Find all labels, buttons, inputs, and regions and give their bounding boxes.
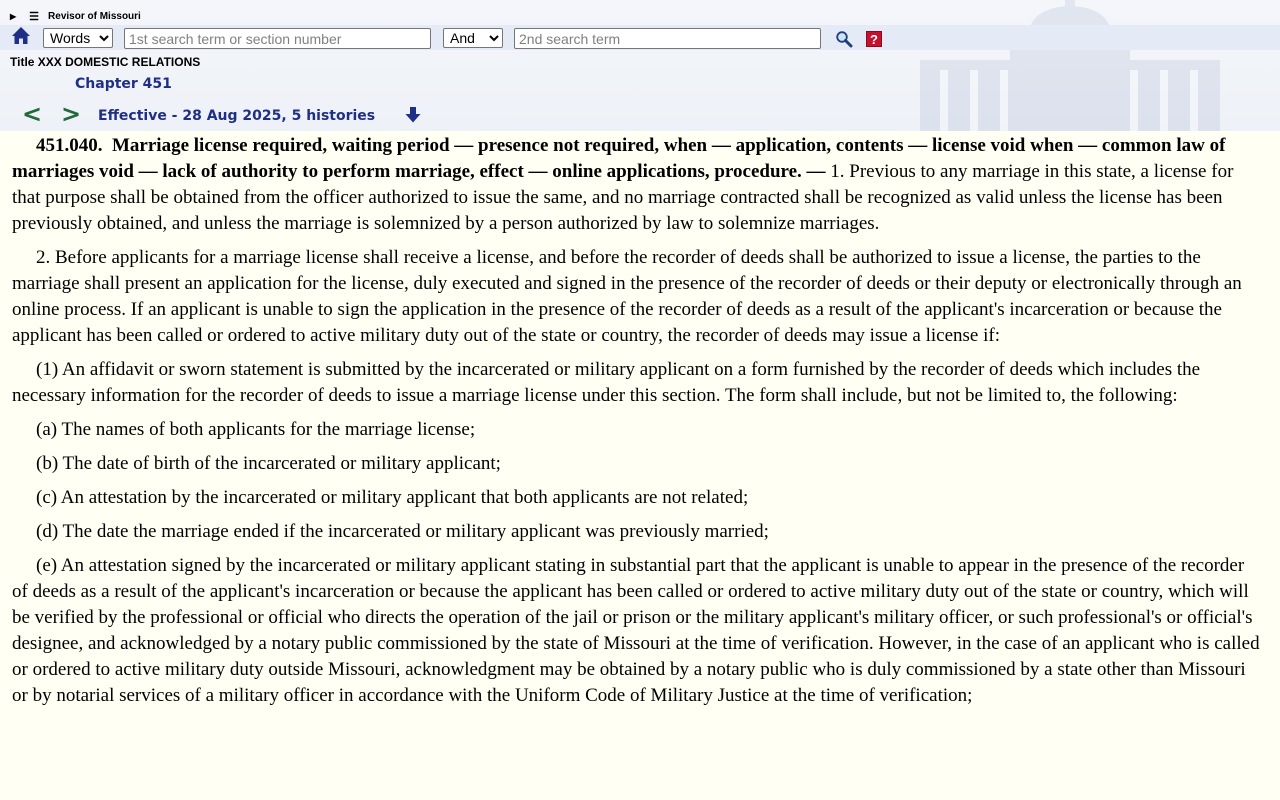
search-bar	[0, 25, 1280, 50]
search-mode-select[interactable]	[43, 28, 113, 48]
site-title[interactable]: Revisor of Missouri	[48, 10, 141, 22]
expand-triangle-icon[interactable]: ▶	[10, 11, 17, 21]
home-icon[interactable]	[11, 26, 31, 46]
section-number: 451.040.	[36, 135, 103, 156]
next-section-button[interactable]: >	[61, 100, 82, 128]
operator-select[interactable]	[443, 28, 503, 48]
help-icon[interactable]: ?	[866, 31, 882, 47]
item-e: (e) An attestation signed by the incarcerated or military applicant stating in substantial part that the applicant is unable to appear in the presence of the recorder of deeds as a result of the applicant's incarceration or because the applicant has been called or ordered to active military duty out of the state or country, which will be verified by the professional or official who directs the operation of the jail or prison or the military applicant's military officer, or such professional's or official's designee, and acknowledged by a notary public commissioned by the state of Missouri at the time of verification. However, in the case of an applicant who is called or ordered to active military duty outside Missouri, acknowledgment may be obtained by a notary public who is duly commissioned by a state other than Missouri or by notarial services of a military officer in accordance with the Uniform Code of Military Justice at the time of verification;	[12, 555, 1260, 706]
section-paragraph-1	[0, 131, 1280, 237]
item-c: (c) An attestation by the incarcerated or military applicant that both applicants are not related;	[36, 487, 749, 508]
statute-content	[0, 131, 1280, 800]
item-d: (d) The date the marriage ended if the incarcerated or military applicant was previously married;	[36, 521, 769, 542]
title-label[interactable]: Title XXX DOMESTIC RELATIONS	[10, 55, 201, 69]
item-b: (b) The date of birth of the incarcerated or military applicant;	[36, 453, 501, 474]
subdivision-1: (1) An affidavit or sworn statement is submitted by the incarcerated or military applicant on a form furnished by the recorder of deeds which includes the necessary information for the recorder of deeds to issue a marriage license under this section. The form shall include, but not be limited to, the following:	[12, 359, 1201, 406]
second-search-input[interactable]	[514, 28, 821, 49]
subsection-1-text: 1. Previous to any marriage in this state, a license for that purpose shall be obtained from the officer authorized to issue the same, and no marriage contracted shall be recognized as valid unless the license has been previously obtained, and unless the marriage is solemnized by a person authorized by law to solemnize marriages.	[12, 161, 1234, 234]
item-a: (a) The names of both applicants for the marriage license;	[36, 419, 476, 440]
site-bar	[10, 9, 141, 23]
arrow-down-icon[interactable]	[404, 106, 422, 124]
chapter-link[interactable]: Chapter 451	[75, 76, 172, 92]
search-icon[interactable]	[835, 30, 853, 48]
page-header	[0, 0, 1280, 131]
effective-date-link[interactable]: Effective - 28 Aug 2025, 5 histories	[98, 108, 376, 124]
previous-section-button[interactable]: <	[22, 100, 43, 128]
menu-icon[interactable]: ☰	[29, 10, 40, 23]
subsection-2: 2. Before applicants for a marriage license shall receive a license, and before the recorder of deeds shall be authorized to issue a license, the parties to the marriage shall present an application for the license, duly executed and signed in the presence of the recorder of deeds or their deputy or electronically through an online process. If an applicant is unable to sign the application in the presence of the recorder of deeds as a result of the applicant's incarceration or because the applicant has been called or ordered to active military duty out of the state or country, the recorder of deeds may issue a license if:	[12, 247, 1242, 346]
section-heading: Marriage license required, waiting period — presence not required, when — application, contents — license void when — common law of marriages void — lack of authority to perform marriage, effect — online applications, procedure. —	[12, 135, 1226, 182]
first-search-input[interactable]	[124, 28, 431, 49]
section-nav	[0, 100, 1280, 130]
